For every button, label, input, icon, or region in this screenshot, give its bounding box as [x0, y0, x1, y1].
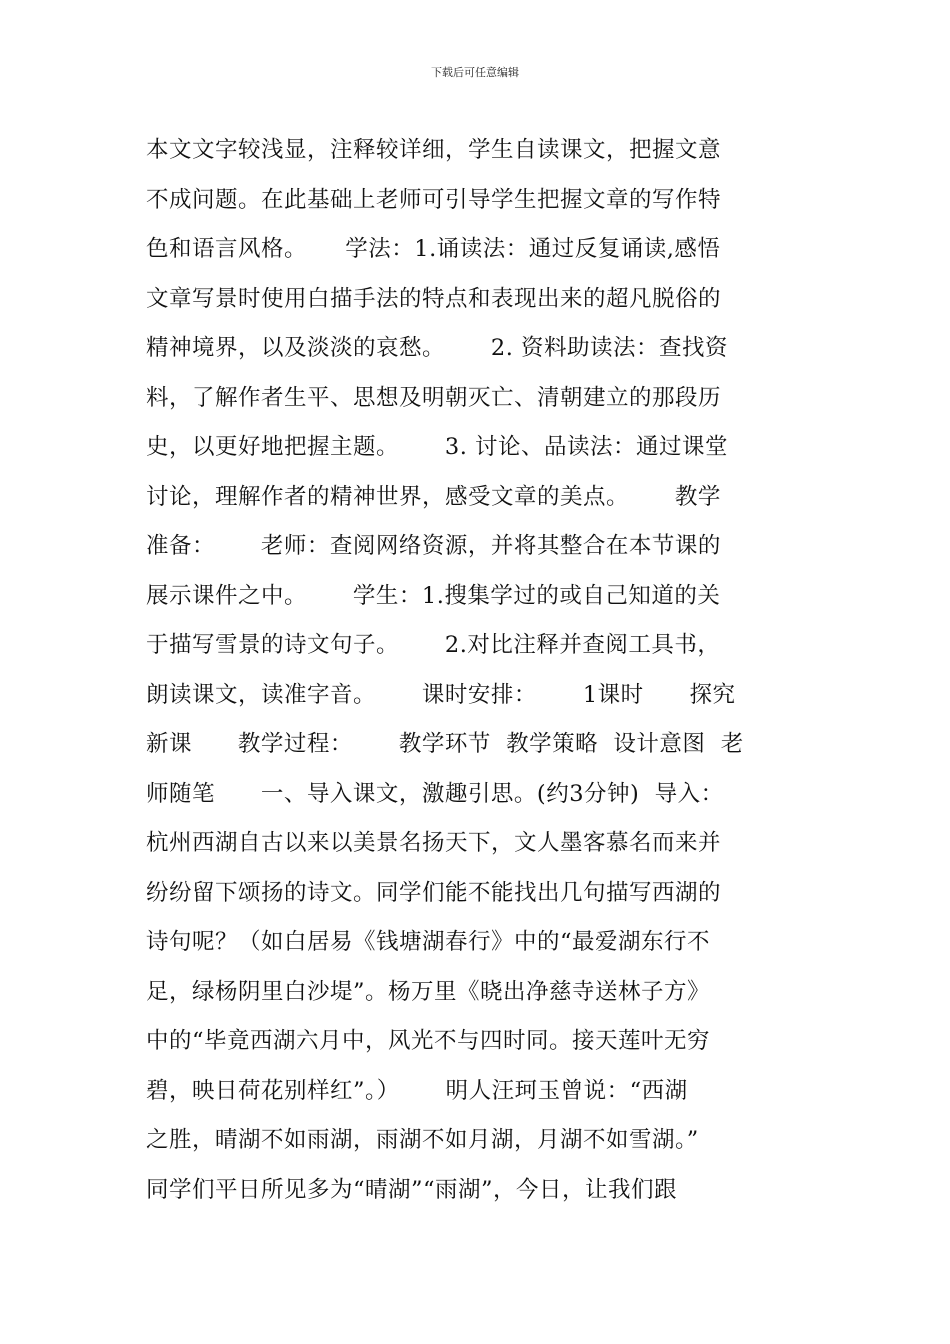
text-line: 足，绿杨阴里白沙堤”。杨万里《晓出净慈寺送林子方》 — [146, 978, 711, 1005]
text-line: 史，以更好地把握主题。 3. 讨论、品读法：通过课堂 — [146, 434, 729, 460]
page-header: 下载后可任意编辑 — [431, 66, 519, 79]
text-line: 中的“毕竟西湖六月中，风光不与四时同。接天莲叶无穷 — [146, 1028, 711, 1054]
body-text — [146, 126, 816, 1215]
text-line: 之胜，晴湖不如雨湖，雨湖不如月湖，月湖不如雪湖。” — [146, 1127, 699, 1153]
text-line: 新课 教学过程： 教学环节 教学策略 设计意图 老 — [146, 731, 744, 757]
text-line: 同学们平日所见多为“晴湖”“雨湖”，今日，让我们跟 — [146, 1176, 678, 1203]
text-line: 色和语言风格。 学法：1.诵读法：通过反复诵读,感悟 — [146, 236, 721, 262]
text-line: 碧，映日荷花别样红”。） 明人汪珂玉曾说：“西湖 — [146, 1077, 688, 1104]
text-line: 朗读课文，读准字音。 课时安排： 1课时 探究 — [146, 681, 736, 708]
text-line: 诗句呢？（如白居易《钱塘湖春行》中的“最爱湖东行不 — [146, 929, 711, 955]
text-line: 师随笔 一、导入课文，激趣引思。(约3分钟) 导入： — [146, 780, 724, 807]
text-line: 展示课件之中。 学生：1.搜集学过的或自己知道的关 — [146, 582, 721, 609]
text-line: 文章写景时使用白描手法的特点和表现出来的超凡脱俗的 — [146, 285, 722, 312]
text-line: 杭州西湖自古以来以美景名扬天下，文人墨客慕名而来并 — [146, 830, 722, 856]
text-line: 纷纷留下颂扬的诗文。同学们能不能找出几句描写西湖的 — [146, 879, 722, 906]
text-line: 料，了解作者生平、思想及明朝灭亡、清朝建立的那段历 — [146, 384, 722, 411]
text-line: 讨论，理解作者的精神世界，感受文章的美点。 教学 — [146, 483, 721, 510]
text-line: 不成问题。在此基础上老师可引导学生把握文章的写作特 — [146, 186, 722, 213]
text-line: 于描写雪景的诗文句子。 2.对比注释并查阅工具书， — [146, 632, 721, 658]
text-line: 准备： 老师：查阅网络资源，并将其整合在本节课的 — [146, 533, 721, 559]
text-line: 精神境界，以及淡淡的哀愁。 2. 资料助读法：查找资 — [146, 335, 729, 361]
text-line: 本文文字较浅显，注释较详细，学生自读课文，把握文意 — [146, 137, 722, 163]
